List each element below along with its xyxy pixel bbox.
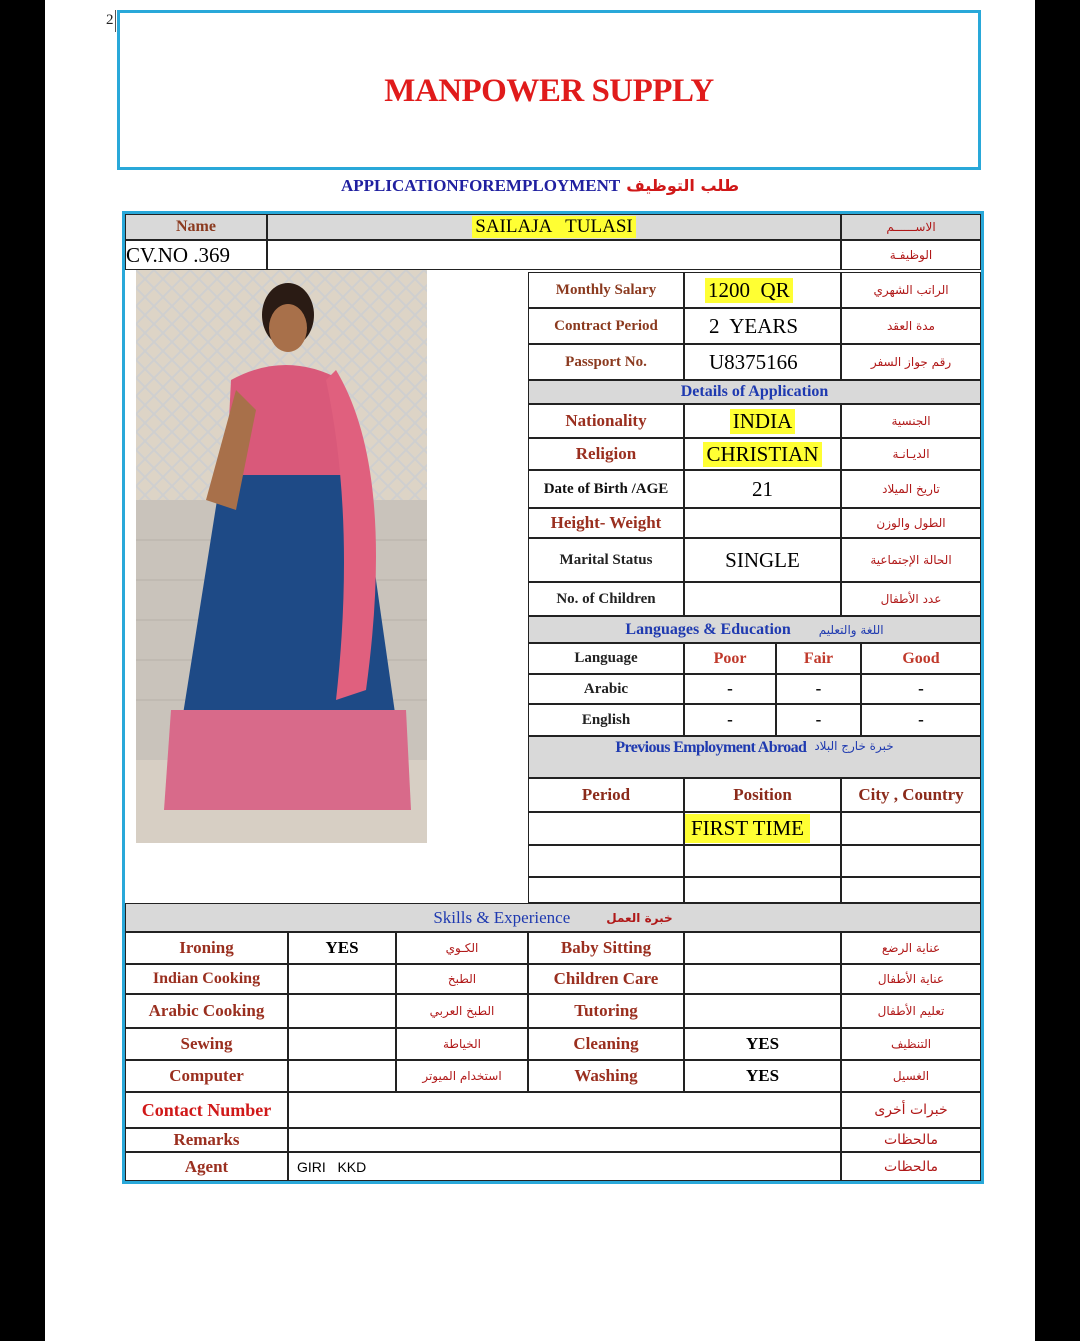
emp-col-period: Period bbox=[528, 778, 684, 812]
lang-english-good: - bbox=[861, 704, 981, 736]
marital-value: SINGLE bbox=[684, 538, 841, 582]
page-margin-line bbox=[115, 10, 116, 32]
employment-heading bbox=[528, 736, 981, 778]
emp-empty-cell bbox=[684, 845, 841, 877]
emp-empty-cell bbox=[528, 877, 684, 903]
lang-col-good: Good bbox=[861, 643, 981, 674]
skill-left-label: Computer bbox=[125, 1060, 288, 1092]
lang-arabic-good: - bbox=[861, 674, 981, 704]
nationality-ar: الجنسية bbox=[841, 404, 981, 438]
skill-left-ar: الخياطة bbox=[396, 1028, 528, 1060]
emp-empty-cell bbox=[528, 845, 684, 877]
agent-label: Agent bbox=[125, 1152, 288, 1181]
lang-col-language: Language bbox=[528, 643, 684, 674]
applicant-photo bbox=[136, 270, 427, 843]
contact-label: Contact Number bbox=[125, 1092, 288, 1128]
children-label: No. of Children bbox=[528, 582, 684, 616]
passport-value: U8375166 bbox=[684, 344, 841, 380]
skill-right-ar: عناية الأطفال bbox=[841, 964, 981, 994]
salary-cell bbox=[684, 272, 841, 308]
page-number: 2 bbox=[106, 12, 114, 28]
skill-right-value: YES bbox=[684, 1028, 841, 1060]
emp-empty-cell bbox=[841, 845, 981, 877]
languages-heading bbox=[528, 616, 981, 643]
dob-label: Date of Birth /AGE bbox=[528, 470, 684, 508]
nationality-cell bbox=[684, 404, 841, 438]
lang-col-fair: Fair bbox=[776, 643, 861, 674]
skill-left-label: Ironing bbox=[125, 932, 288, 964]
position-ar: الوظيفـة bbox=[841, 240, 981, 270]
height-weight-value bbox=[684, 508, 841, 538]
skill-left-value bbox=[288, 1028, 396, 1060]
employment-heading-en: Previous Employment Abroad bbox=[615, 739, 807, 756]
skill-right-label: Washing bbox=[528, 1060, 684, 1092]
skill-right-label: Baby Sitting bbox=[528, 932, 684, 964]
children-ar: عدد الأطفال bbox=[841, 582, 981, 616]
cv-number: CV.NO .369 bbox=[125, 240, 267, 270]
skills-heading bbox=[125, 903, 981, 932]
skill-right-ar: الغسيل bbox=[841, 1060, 981, 1092]
skill-right-value bbox=[684, 932, 841, 964]
agent-value: GIRI KKD bbox=[288, 1152, 841, 1181]
skill-left-value: YES bbox=[288, 932, 396, 964]
emp-empty-cell bbox=[841, 877, 981, 903]
religion-cell bbox=[684, 438, 841, 470]
skill-right-value bbox=[684, 994, 841, 1028]
skill-right-ar: عناية الرضع bbox=[841, 932, 981, 964]
height-weight-ar: الطول والوزن bbox=[841, 508, 981, 538]
photo-illustration bbox=[136, 270, 427, 843]
skill-left-ar: الكـوي bbox=[396, 932, 528, 964]
name-cell bbox=[267, 214, 841, 240]
subtitle-ar: طلب التوظيف bbox=[626, 176, 740, 195]
skill-right-label: Children Care bbox=[528, 964, 684, 994]
header-title: MANPOWER SUPPLY bbox=[384, 73, 714, 109]
lang-arabic-poor: - bbox=[684, 674, 776, 704]
position-cell bbox=[267, 240, 841, 270]
name-ar: الاســــــم bbox=[841, 214, 981, 240]
agent-ar: مالحظات bbox=[841, 1152, 981, 1181]
document-page bbox=[45, 0, 1035, 1341]
height-weight-label: Height- Weight bbox=[528, 508, 684, 538]
skill-left-label: Sewing bbox=[125, 1028, 288, 1060]
contract-label: Contract Period bbox=[528, 308, 684, 344]
passport-ar: رقم جواز السفر bbox=[841, 344, 981, 380]
dob-ar: تاريخ الميلاد bbox=[841, 470, 981, 508]
contract-value: 2 YEARS bbox=[684, 308, 841, 344]
skills-heading-en: Skills & Experience bbox=[433, 907, 571, 927]
religion-value: CHRISTIAN bbox=[703, 442, 821, 467]
name-label: Name bbox=[125, 214, 267, 240]
contact-value bbox=[288, 1092, 841, 1128]
lang-arabic: Arabic bbox=[528, 674, 684, 704]
contact-ar: خبرات أخرى bbox=[841, 1092, 981, 1128]
subtitle-en: APPLICATIONFOREMPLOYMENT bbox=[340, 176, 621, 195]
lang-english-poor: - bbox=[684, 704, 776, 736]
skill-left-label: Indian Cooking bbox=[125, 964, 288, 994]
skill-left-ar: الطبخ bbox=[396, 964, 528, 994]
lang-english-fair: - bbox=[776, 704, 861, 736]
contract-ar: مدة العقد bbox=[841, 308, 981, 344]
emp-empty-cell bbox=[684, 877, 841, 903]
lang-english: English bbox=[528, 704, 684, 736]
salary-value: 1200 QR bbox=[705, 278, 793, 303]
passport-label: Passport No. bbox=[528, 344, 684, 380]
application-heading: Details of Application bbox=[528, 380, 981, 404]
skill-right-value bbox=[684, 964, 841, 994]
skill-left-value bbox=[288, 994, 396, 1028]
marital-label: Marital Status bbox=[528, 538, 684, 582]
remarks-ar: مالحظات bbox=[841, 1128, 981, 1152]
emp-city bbox=[841, 812, 981, 845]
skill-left-value bbox=[288, 1060, 396, 1092]
skills-heading-ar: خبرة العمل bbox=[606, 910, 673, 925]
skill-left-ar: استخدام الميوتر bbox=[396, 1060, 528, 1092]
emp-position: FIRST TIME bbox=[685, 814, 810, 843]
skill-left-label: Arabic Cooking bbox=[125, 994, 288, 1028]
remarks-label: Remarks bbox=[125, 1128, 288, 1152]
skill-left-value bbox=[288, 964, 396, 994]
nationality-value: INDIA bbox=[730, 409, 795, 434]
skill-right-ar: التنظيف bbox=[841, 1028, 981, 1060]
header-box bbox=[117, 10, 981, 170]
marital-ar: الحالة الإجتماعية bbox=[841, 538, 981, 582]
employment-heading-ar: خبرة خارج البلاد bbox=[814, 739, 894, 753]
nationality-label: Nationality bbox=[528, 404, 684, 438]
remarks-value bbox=[288, 1128, 841, 1152]
languages-heading-en: Languages & Education bbox=[625, 620, 791, 638]
religion-ar: الديـانـة bbox=[841, 438, 981, 470]
skill-left-ar: الطبخ العربي bbox=[396, 994, 528, 1028]
skill-right-label: Cleaning bbox=[528, 1028, 684, 1060]
emp-col-position: Position bbox=[684, 778, 841, 812]
emp-col-city: City , Country bbox=[841, 778, 981, 812]
emp-period bbox=[528, 812, 684, 845]
salary-ar: الراتب الشهري bbox=[841, 272, 981, 308]
emp-position-cell bbox=[684, 812, 841, 845]
religion-label: Religion bbox=[528, 438, 684, 470]
languages-heading-ar: اللغة والتعليم bbox=[818, 622, 884, 637]
salary-label: Monthly Salary bbox=[528, 272, 684, 308]
lang-col-poor: Poor bbox=[684, 643, 776, 674]
lang-arabic-fair: - bbox=[776, 674, 861, 704]
name-value: SAILAJA TULASI bbox=[472, 216, 635, 238]
skill-right-label: Tutoring bbox=[528, 994, 684, 1028]
skill-right-ar: تعليم الأطفال bbox=[841, 994, 981, 1028]
children-value bbox=[684, 582, 841, 616]
form-subtitle bbox=[45, 176, 1035, 196]
skill-right-value: YES bbox=[684, 1060, 841, 1092]
dob-value: 21 bbox=[684, 470, 841, 508]
